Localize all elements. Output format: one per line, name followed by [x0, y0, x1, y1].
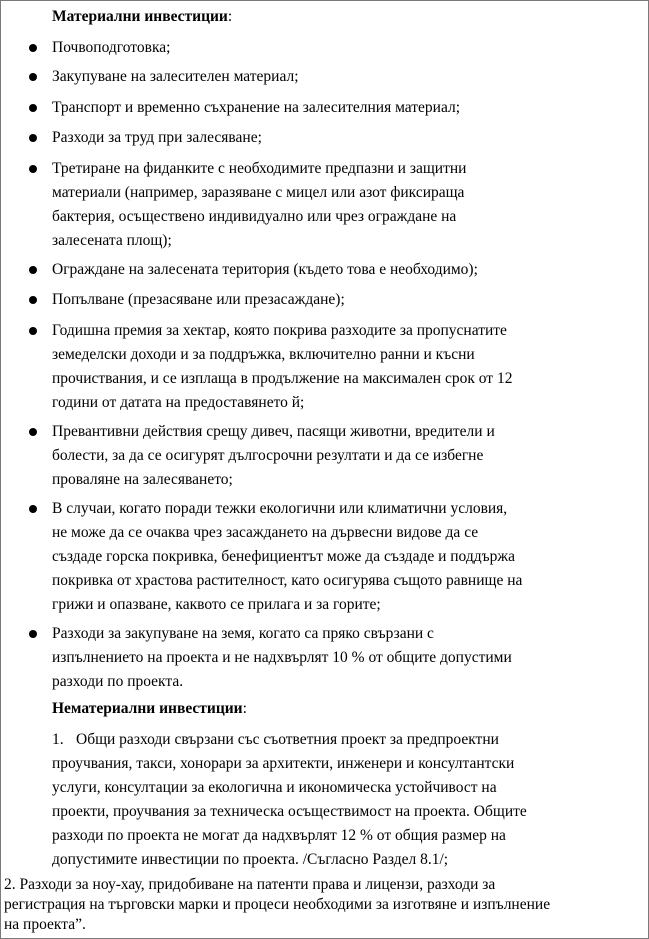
numbered-item-2: 2. Разходи за ноу-хау, придобиване на патенти права и лицензи, разходи за регистрация на търговски марки и процеси необходими за изготвяне и изпълнение на проекта”.	[4, 876, 551, 933]
numbered-item-1: 1. Общи разходи свързани със съответния проект за предпроектни проучвания, такси, хонорари за архитекти, инженери и консултантски услуги, консултации за екологична и икономическа устойчивост на проекти, проучвания за техническа осъществимост на проекта. Общите разходи по проекта не могат да надхвърлят 12 % от общия размер на допустимите инвестиции по проекта. /Съгласно Раздел 8.1/;	[52, 731, 527, 868]
material-investments-heading: Материални инвестиции:	[52, 8, 233, 25]
list-item: Закупуване на залесителен материал;	[52, 68, 299, 85]
bullet-icon	[29, 428, 37, 436]
list-item: Ограждане на залесената територия (където това е необходимо);	[52, 261, 478, 278]
bullet-icon	[29, 296, 37, 304]
bullet-icon	[29, 73, 37, 81]
list-item: Почвоподготовка;	[52, 39, 171, 56]
nonmaterial-investments-heading: Нематериални инвестиции:	[52, 700, 247, 717]
list-item: Разходи за труд при залесяване;	[52, 129, 262, 146]
bullet-icon	[29, 327, 37, 335]
bullet-icon	[29, 165, 37, 173]
list-item: Разходи за закупуване на земя, когато са пряко свързани с изпълнението на проекта и не надхвърлят 10 % от общите допустими разходи по проекта.	[52, 625, 512, 690]
bullet-icon	[29, 104, 37, 112]
bullet-icon	[29, 505, 37, 513]
bullet-icon	[29, 266, 37, 274]
list-item: В случаи, когато поради тежки екологични или климатични условия, не може да се очаква чрез засаждането на дървесни видове да се създаде горска покривка, бенефициентът може да създаде и поддържа покривка от храстова растителност, като осигурява същото равнище на грижи и опазване, каквото се прилага и за горите;	[52, 500, 523, 613]
bullet-icon	[29, 630, 37, 638]
list-item: Третиране на фиданките с необходимите предпазни и защитни материали (например, заразяване с мицел или азот фиксираща бактерия, осъществено индивидуално или чрез ограждане на залесената площ);	[52, 160, 467, 249]
bullet-icon	[29, 44, 37, 52]
list-item: Превантивни действия срещу дивеч, пасящи животни, вредители и болести, за да се осигурят дългосрочни резултати и да се избегне проваляне на залесяването;	[52, 423, 495, 488]
bullet-icon	[29, 134, 37, 142]
list-item: Годишна премия за хектар, която покрива разходите за пропуснатите земеделски доходи и за поддръжка, включително ранни и късни прочиствания, и се изплаща в продължение на максимален срок от 12 години от датата на предоставянето й;	[52, 322, 513, 411]
list-item: Транспорт и временно съхранение на залесителния материал;	[52, 99, 461, 116]
list-item: Попълване (презасяване или презасаждане);	[52, 291, 345, 308]
